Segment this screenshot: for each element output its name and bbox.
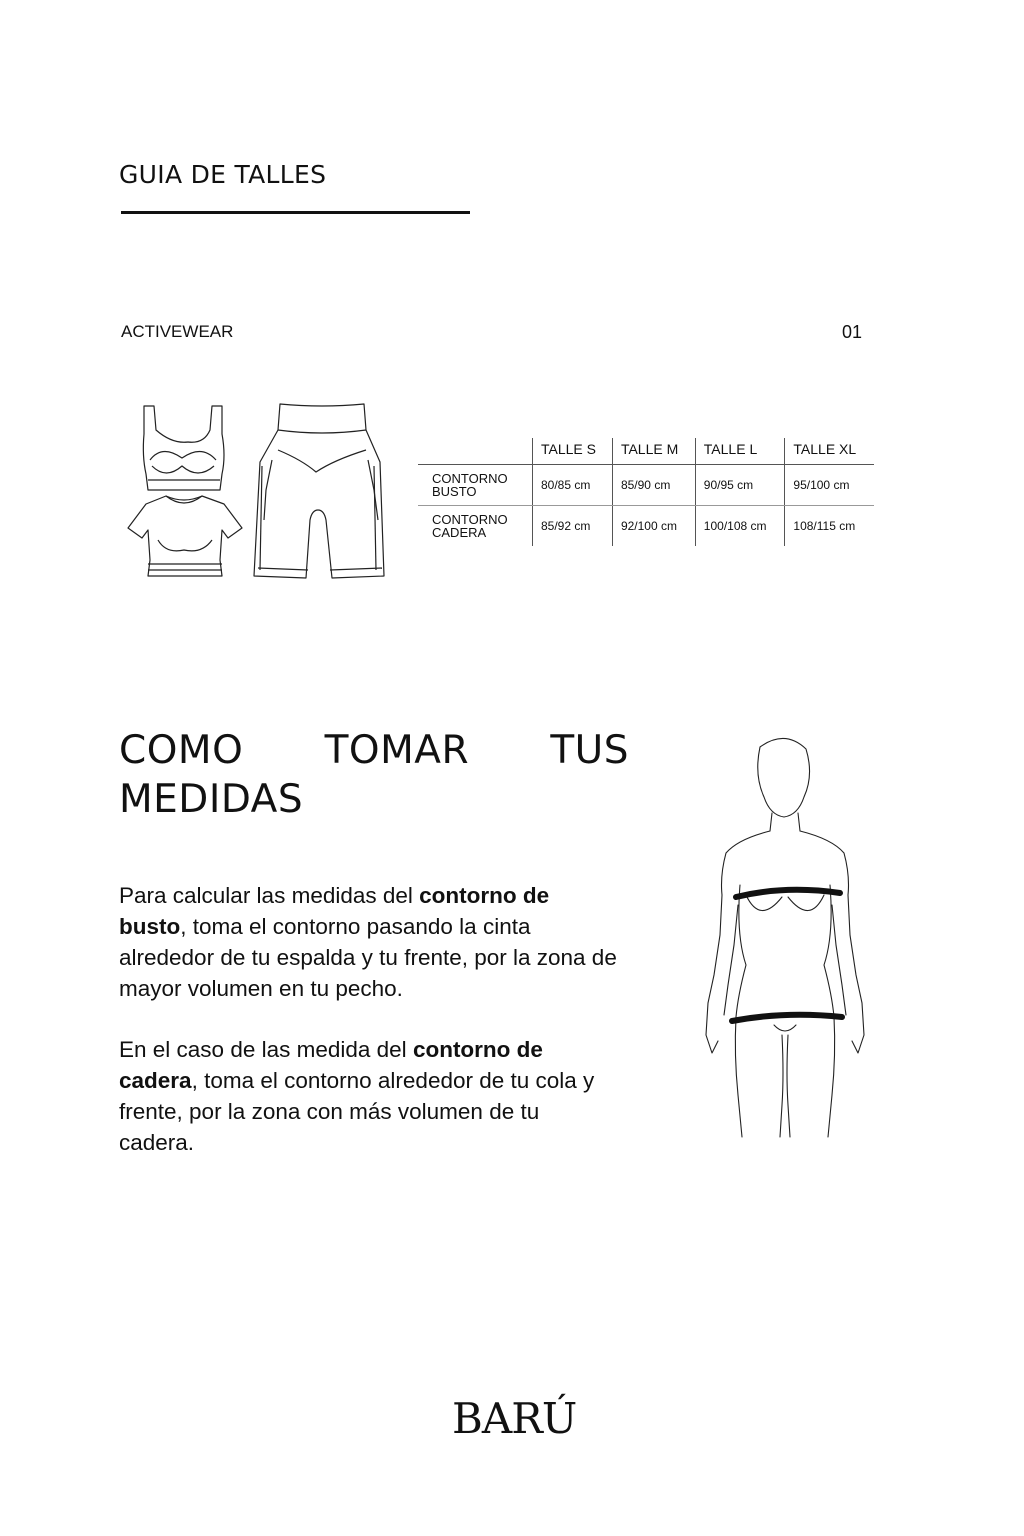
heading-word: COMO bbox=[119, 728, 244, 773]
brand-logo: BARÚ bbox=[452, 1394, 577, 1443]
row-label bbox=[418, 465, 533, 506]
paragraph-bold: contorno de busto bbox=[119, 883, 550, 939]
heading-line2: MEDIDAS bbox=[119, 777, 304, 822]
row-label-line2: CADERA bbox=[432, 525, 487, 540]
row-label-line2: BUSTO bbox=[432, 484, 477, 499]
table-cell: 90/95 cm bbox=[695, 465, 785, 506]
how-to-heading bbox=[119, 726, 629, 824]
page-title: GUIA DE TALLES bbox=[119, 160, 327, 189]
table-cell: 100/108 cm bbox=[695, 506, 785, 547]
size-column-header: TALLE S bbox=[533, 438, 613, 465]
row-label bbox=[418, 506, 533, 547]
row-label-line1: CONTORNO bbox=[432, 471, 508, 486]
table-cell: 92/100 cm bbox=[612, 506, 695, 547]
hip-instructions bbox=[119, 1034, 619, 1158]
title-underline bbox=[121, 211, 470, 214]
hip-tape-icon bbox=[732, 1015, 842, 1021]
table-cell: 85/92 cm bbox=[533, 506, 613, 547]
bust-tape-icon bbox=[736, 890, 840, 897]
bust-instructions bbox=[119, 880, 619, 1004]
table-row bbox=[418, 506, 874, 547]
table-cell: 85/90 cm bbox=[612, 465, 695, 506]
table-row bbox=[418, 465, 874, 506]
paragraph-text: , toma el contorno alrededor de tu cola y frente, por la zona con más volumen de tu cadera. bbox=[119, 1068, 595, 1155]
garment-illustrations bbox=[112, 400, 392, 585]
heading-word: TOMAR bbox=[324, 728, 470, 773]
size-table bbox=[418, 438, 874, 546]
table-cell: 95/100 cm bbox=[785, 465, 874, 506]
page-number: 01 bbox=[842, 322, 863, 342]
paragraph-text: Para calcular las medidas del bbox=[119, 883, 420, 908]
section-label: ACTIVEWEAR bbox=[121, 322, 234, 341]
sports-bra-icon bbox=[143, 406, 224, 490]
heading-word: TUS bbox=[550, 728, 629, 773]
size-table-header-row bbox=[418, 438, 874, 465]
table-cell: 108/115 cm bbox=[785, 506, 874, 547]
paragraph-bold: contorno de cadera bbox=[119, 1037, 543, 1093]
size-table-corner bbox=[418, 438, 533, 465]
paragraph-text: , toma el contorno pasando la cinta alrededor de tu espalda y tu frente, por la zona de mayor volumen en tu pecho. bbox=[119, 914, 617, 1001]
size-column-header: TALLE M bbox=[612, 438, 695, 465]
size-column-header: TALLE L bbox=[695, 438, 785, 465]
row-label-line1: CONTORNO bbox=[432, 512, 508, 527]
paragraph-text: En el caso de las medida del bbox=[119, 1037, 413, 1062]
biker-shorts-icon bbox=[254, 404, 384, 578]
size-column-header: TALLE XL bbox=[785, 438, 874, 465]
table-cell: 80/85 cm bbox=[533, 465, 613, 506]
body-figure-icon bbox=[690, 735, 880, 1145]
crop-top-icon bbox=[128, 496, 242, 576]
